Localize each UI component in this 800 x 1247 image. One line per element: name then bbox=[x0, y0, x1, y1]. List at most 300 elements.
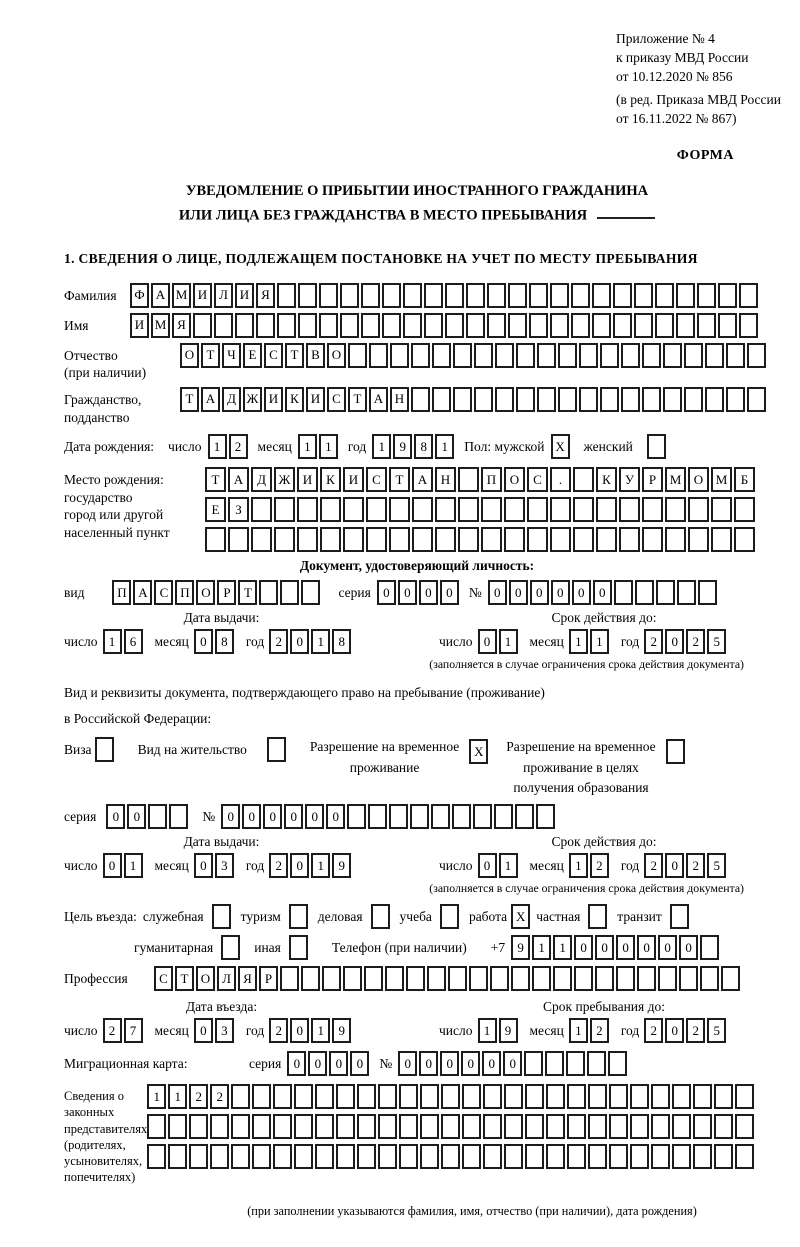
char-cell[interactable]: Ж bbox=[274, 467, 295, 492]
char-cell[interactable] bbox=[697, 283, 716, 308]
char-cell[interactable] bbox=[420, 1114, 439, 1139]
char-cell[interactable]: 0 bbox=[503, 1051, 522, 1076]
char-cell[interactable]: 1 bbox=[532, 935, 551, 960]
char-cell[interactable]: 0 bbox=[326, 804, 345, 829]
char-cell[interactable] bbox=[432, 387, 451, 412]
char-cell[interactable] bbox=[389, 527, 410, 552]
char-cell[interactable]: Я bbox=[256, 283, 275, 308]
char-cell[interactable] bbox=[714, 1084, 733, 1109]
char-cell[interactable] bbox=[735, 1084, 754, 1109]
char-cell[interactable]: К bbox=[285, 387, 304, 412]
char-cell[interactable]: 1 bbox=[569, 629, 588, 654]
char-cell[interactable] bbox=[747, 343, 766, 368]
char-cell[interactable] bbox=[147, 1114, 166, 1139]
char-cell[interactable] bbox=[483, 1144, 502, 1169]
char-cell[interactable] bbox=[567, 1114, 586, 1139]
char-cell[interactable] bbox=[481, 497, 502, 522]
char-cell[interactable]: М bbox=[665, 467, 686, 492]
char-cell[interactable]: П bbox=[112, 580, 131, 605]
char-cell[interactable] bbox=[546, 1084, 565, 1109]
char-cell[interactable]: 3 bbox=[215, 1018, 234, 1043]
char-cell[interactable] bbox=[642, 387, 661, 412]
char-cell[interactable] bbox=[378, 1144, 397, 1169]
char-cell[interactable] bbox=[665, 497, 686, 522]
char-cell[interactable] bbox=[474, 387, 493, 412]
char-cell[interactable] bbox=[193, 313, 212, 338]
char-cell[interactable] bbox=[527, 497, 548, 522]
char-cell[interactable] bbox=[609, 1084, 628, 1109]
char-cell[interactable]: О bbox=[180, 343, 199, 368]
char-cell[interactable] bbox=[378, 1114, 397, 1139]
char-cell[interactable]: 2 bbox=[269, 853, 288, 878]
char-cell[interactable] bbox=[289, 935, 308, 960]
char-cell[interactable] bbox=[494, 804, 513, 829]
char-cell[interactable] bbox=[592, 313, 611, 338]
char-cell[interactable] bbox=[508, 283, 527, 308]
char-cell[interactable] bbox=[726, 343, 745, 368]
purpose-commercial-checkbox[interactable] bbox=[371, 904, 390, 929]
char-cell[interactable]: Ф bbox=[130, 283, 149, 308]
purpose-tourism-checkbox[interactable] bbox=[289, 904, 308, 929]
char-cell[interactable] bbox=[298, 283, 317, 308]
char-cell[interactable] bbox=[504, 1084, 523, 1109]
char-cell[interactable] bbox=[609, 1144, 628, 1169]
char-cell[interactable] bbox=[739, 283, 758, 308]
char-cell[interactable] bbox=[231, 1114, 250, 1139]
char-cell[interactable]: 2 bbox=[269, 1018, 288, 1043]
char-cell[interactable]: 1 bbox=[168, 1084, 187, 1109]
char-cell[interactable]: Т bbox=[201, 343, 220, 368]
char-cell[interactable] bbox=[411, 343, 430, 368]
char-cell[interactable]: И bbox=[343, 467, 364, 492]
char-cell[interactable]: В bbox=[306, 343, 325, 368]
char-cell[interactable]: О bbox=[196, 580, 215, 605]
char-cell[interactable]: 1 bbox=[311, 853, 330, 878]
char-cell[interactable] bbox=[357, 1144, 376, 1169]
char-cell[interactable]: Ж bbox=[243, 387, 262, 412]
char-cell[interactable] bbox=[424, 313, 443, 338]
char-cell[interactable] bbox=[609, 1114, 628, 1139]
char-cell[interactable] bbox=[529, 283, 548, 308]
char-cell[interactable] bbox=[588, 1084, 607, 1109]
char-cell[interactable] bbox=[688, 527, 709, 552]
char-cell[interactable] bbox=[537, 387, 556, 412]
char-cell[interactable] bbox=[361, 313, 380, 338]
char-cell[interactable]: 0 bbox=[194, 853, 213, 878]
char-cell[interactable] bbox=[210, 1144, 229, 1169]
char-cell[interactable]: 0 bbox=[194, 1018, 213, 1043]
char-cell[interactable] bbox=[483, 1084, 502, 1109]
char-cell[interactable]: К bbox=[596, 467, 617, 492]
edu-permit-checkbox[interactable] bbox=[666, 739, 685, 764]
char-cell[interactable] bbox=[235, 313, 254, 338]
char-cell[interactable]: 2 bbox=[590, 853, 609, 878]
char-cell[interactable] bbox=[550, 313, 569, 338]
char-cell[interactable] bbox=[336, 1144, 355, 1169]
char-cell[interactable] bbox=[705, 387, 724, 412]
char-cell[interactable] bbox=[440, 904, 459, 929]
char-cell[interactable] bbox=[495, 343, 514, 368]
char-cell[interactable]: 0 bbox=[419, 580, 438, 605]
char-cell[interactable] bbox=[558, 343, 577, 368]
char-cell[interactable] bbox=[718, 313, 737, 338]
char-cell[interactable]: С bbox=[154, 966, 173, 991]
char-cell[interactable] bbox=[621, 343, 640, 368]
char-cell[interactable]: М bbox=[172, 283, 191, 308]
char-cell[interactable]: 0 bbox=[665, 853, 684, 878]
char-cell[interactable] bbox=[516, 343, 535, 368]
char-cell[interactable]: 0 bbox=[440, 580, 459, 605]
char-cell[interactable]: И bbox=[235, 283, 254, 308]
char-cell[interactable] bbox=[259, 580, 278, 605]
char-cell[interactable] bbox=[483, 1114, 502, 1139]
temp-permit-checkbox[interactable] bbox=[469, 739, 488, 764]
char-cell[interactable] bbox=[251, 497, 272, 522]
char-cell[interactable] bbox=[403, 313, 422, 338]
char-cell[interactable]: 1 bbox=[103, 629, 122, 654]
char-cell[interactable] bbox=[588, 904, 607, 929]
char-cell[interactable]: 9 bbox=[511, 935, 530, 960]
sex-male-checkbox[interactable] bbox=[551, 434, 570, 459]
char-cell[interactable] bbox=[368, 804, 387, 829]
char-cell[interactable] bbox=[698, 580, 717, 605]
char-cell[interactable]: С bbox=[264, 343, 283, 368]
char-cell[interactable] bbox=[389, 497, 410, 522]
char-cell[interactable] bbox=[251, 527, 272, 552]
char-cell[interactable] bbox=[435, 497, 456, 522]
char-cell[interactable]: 1 bbox=[499, 629, 518, 654]
char-cell[interactable] bbox=[432, 343, 451, 368]
char-cell[interactable] bbox=[256, 313, 275, 338]
char-cell[interactable] bbox=[406, 966, 425, 991]
char-cell[interactable] bbox=[297, 497, 318, 522]
char-cell[interactable]: Р bbox=[259, 966, 278, 991]
char-cell[interactable]: 0 bbox=[658, 935, 677, 960]
char-cell[interactable] bbox=[595, 966, 614, 991]
char-cell[interactable] bbox=[277, 283, 296, 308]
char-cell[interactable] bbox=[600, 387, 619, 412]
char-cell[interactable]: 0 bbox=[637, 935, 656, 960]
char-cell[interactable]: А bbox=[369, 387, 388, 412]
char-cell[interactable] bbox=[525, 1144, 544, 1169]
char-cell[interactable]: 1 bbox=[553, 935, 572, 960]
char-cell[interactable]: Т bbox=[389, 467, 410, 492]
char-cell[interactable] bbox=[588, 1114, 607, 1139]
char-cell[interactable] bbox=[621, 387, 640, 412]
purpose-private-checkbox[interactable] bbox=[588, 904, 607, 929]
char-cell[interactable] bbox=[635, 580, 654, 605]
char-cell[interactable]: 0 bbox=[595, 935, 614, 960]
char-cell[interactable] bbox=[212, 904, 231, 929]
char-cell[interactable] bbox=[319, 313, 338, 338]
char-cell[interactable] bbox=[718, 283, 737, 308]
char-cell[interactable]: О bbox=[327, 343, 346, 368]
char-cell[interactable]: 8 bbox=[414, 434, 433, 459]
char-cell[interactable] bbox=[294, 1084, 313, 1109]
char-cell[interactable] bbox=[466, 313, 485, 338]
visa-checkbox[interactable] bbox=[95, 737, 114, 762]
char-cell[interactable]: 1 bbox=[124, 853, 143, 878]
char-cell[interactable] bbox=[571, 283, 590, 308]
char-cell[interactable]: У bbox=[619, 467, 640, 492]
char-cell[interactable]: 0 bbox=[284, 804, 303, 829]
char-cell[interactable] bbox=[231, 1084, 250, 1109]
char-cell[interactable]: 0 bbox=[329, 1051, 348, 1076]
char-cell[interactable]: 0 bbox=[103, 853, 122, 878]
char-cell[interactable] bbox=[205, 527, 226, 552]
purpose-humanitarian-checkbox[interactable] bbox=[221, 935, 240, 960]
char-cell[interactable] bbox=[322, 966, 341, 991]
char-cell[interactable]: 0 bbox=[551, 580, 570, 605]
char-cell[interactable] bbox=[320, 497, 341, 522]
char-cell[interactable] bbox=[435, 527, 456, 552]
char-cell[interactable] bbox=[273, 1144, 292, 1169]
char-cell[interactable] bbox=[550, 283, 569, 308]
purpose-study-checkbox[interactable] bbox=[440, 904, 459, 929]
char-cell[interactable]: О bbox=[196, 966, 215, 991]
char-cell[interactable] bbox=[663, 387, 682, 412]
char-cell[interactable] bbox=[705, 343, 724, 368]
char-cell[interactable]: 2 bbox=[686, 1018, 705, 1043]
char-cell[interactable]: 0 bbox=[478, 629, 497, 654]
char-cell[interactable] bbox=[441, 1084, 460, 1109]
char-cell[interactable]: Т bbox=[348, 387, 367, 412]
char-cell[interactable] bbox=[364, 966, 383, 991]
char-cell[interactable] bbox=[252, 1084, 271, 1109]
char-cell[interactable] bbox=[431, 804, 450, 829]
char-cell[interactable]: Д bbox=[222, 387, 241, 412]
char-cell[interactable] bbox=[693, 1114, 712, 1139]
char-cell[interactable]: 0 bbox=[488, 580, 507, 605]
char-cell[interactable] bbox=[630, 1084, 649, 1109]
char-cell[interactable]: . bbox=[550, 467, 571, 492]
char-cell[interactable] bbox=[546, 1144, 565, 1169]
char-cell[interactable] bbox=[453, 343, 472, 368]
char-cell[interactable]: 1 bbox=[435, 434, 454, 459]
char-cell[interactable]: 5 bbox=[707, 1018, 726, 1043]
char-cell[interactable] bbox=[340, 313, 359, 338]
char-cell[interactable] bbox=[301, 966, 320, 991]
char-cell[interactable] bbox=[412, 527, 433, 552]
char-cell[interactable] bbox=[277, 313, 296, 338]
char-cell[interactable] bbox=[231, 1144, 250, 1169]
purpose-other-checkbox[interactable] bbox=[289, 935, 308, 960]
char-cell[interactable] bbox=[616, 966, 635, 991]
char-cell[interactable]: 0 bbox=[440, 1051, 459, 1076]
char-cell[interactable]: И bbox=[297, 467, 318, 492]
sex-female-checkbox[interactable] bbox=[647, 434, 666, 459]
char-cell[interactable] bbox=[420, 1144, 439, 1169]
char-cell[interactable] bbox=[319, 283, 338, 308]
char-cell[interactable] bbox=[613, 313, 632, 338]
char-cell[interactable]: 1 bbox=[590, 629, 609, 654]
char-cell[interactable] bbox=[424, 283, 443, 308]
char-cell[interactable] bbox=[148, 804, 167, 829]
char-cell[interactable]: X bbox=[511, 904, 530, 929]
char-cell[interactable]: 0 bbox=[398, 1051, 417, 1076]
char-cell[interactable] bbox=[357, 1084, 376, 1109]
char-cell[interactable]: 2 bbox=[644, 629, 663, 654]
char-cell[interactable]: И bbox=[193, 283, 212, 308]
char-cell[interactable] bbox=[672, 1084, 691, 1109]
char-cell[interactable] bbox=[619, 527, 640, 552]
char-cell[interactable] bbox=[693, 1084, 712, 1109]
char-cell[interactable] bbox=[532, 966, 551, 991]
char-cell[interactable] bbox=[473, 804, 492, 829]
char-cell[interactable] bbox=[516, 387, 535, 412]
char-cell[interactable] bbox=[550, 527, 571, 552]
char-cell[interactable] bbox=[721, 966, 740, 991]
char-cell[interactable] bbox=[567, 1144, 586, 1169]
purpose-business-checkbox[interactable] bbox=[212, 904, 231, 929]
char-cell[interactable] bbox=[596, 497, 617, 522]
char-cell[interactable] bbox=[343, 966, 362, 991]
char-cell[interactable] bbox=[453, 387, 472, 412]
char-cell[interactable] bbox=[267, 737, 286, 762]
char-cell[interactable]: Л bbox=[214, 283, 233, 308]
char-cell[interactable]: 0 bbox=[290, 629, 309, 654]
char-cell[interactable] bbox=[221, 935, 240, 960]
char-cell[interactable] bbox=[573, 527, 594, 552]
char-cell[interactable] bbox=[587, 1051, 606, 1076]
char-cell[interactable] bbox=[315, 1084, 334, 1109]
char-cell[interactable] bbox=[735, 1114, 754, 1139]
char-cell[interactable]: О bbox=[504, 467, 525, 492]
char-cell[interactable]: С bbox=[527, 467, 548, 492]
char-cell[interactable] bbox=[550, 497, 571, 522]
char-cell[interactable] bbox=[452, 804, 471, 829]
char-cell[interactable]: Т bbox=[238, 580, 257, 605]
char-cell[interactable] bbox=[651, 1084, 670, 1109]
char-cell[interactable] bbox=[614, 580, 633, 605]
char-cell[interactable]: 1 bbox=[478, 1018, 497, 1043]
char-cell[interactable] bbox=[336, 1114, 355, 1139]
char-cell[interactable]: 3 bbox=[215, 853, 234, 878]
char-cell[interactable] bbox=[666, 739, 685, 764]
char-cell[interactable] bbox=[546, 1114, 565, 1139]
char-cell[interactable] bbox=[445, 283, 464, 308]
char-cell[interactable] bbox=[684, 387, 703, 412]
char-cell[interactable] bbox=[399, 1144, 418, 1169]
char-cell[interactable]: 2 bbox=[644, 853, 663, 878]
char-cell[interactable]: 0 bbox=[290, 1018, 309, 1043]
char-cell[interactable]: 1 bbox=[499, 853, 518, 878]
char-cell[interactable]: 0 bbox=[572, 580, 591, 605]
char-cell[interactable] bbox=[458, 527, 479, 552]
char-cell[interactable] bbox=[504, 1144, 523, 1169]
char-cell[interactable] bbox=[619, 497, 640, 522]
char-cell[interactable]: А bbox=[201, 387, 220, 412]
char-cell[interactable] bbox=[382, 313, 401, 338]
char-cell[interactable] bbox=[343, 497, 364, 522]
char-cell[interactable]: 0 bbox=[461, 1051, 480, 1076]
char-cell[interactable] bbox=[739, 313, 758, 338]
char-cell[interactable] bbox=[711, 497, 732, 522]
char-cell[interactable]: А bbox=[133, 580, 152, 605]
char-cell[interactable] bbox=[525, 1114, 544, 1139]
char-cell[interactable] bbox=[651, 1144, 670, 1169]
char-cell[interactable]: 2 bbox=[103, 1018, 122, 1043]
char-cell[interactable] bbox=[385, 966, 404, 991]
char-cell[interactable]: X bbox=[551, 434, 570, 459]
char-cell[interactable] bbox=[679, 966, 698, 991]
char-cell[interactable] bbox=[642, 527, 663, 552]
char-cell[interactable] bbox=[747, 387, 766, 412]
char-cell[interactable]: Л bbox=[217, 966, 236, 991]
char-cell[interactable]: 2 bbox=[210, 1084, 229, 1109]
char-cell[interactable] bbox=[608, 1051, 627, 1076]
char-cell[interactable] bbox=[734, 497, 755, 522]
char-cell[interactable] bbox=[672, 1144, 691, 1169]
char-cell[interactable] bbox=[566, 1051, 585, 1076]
char-cell[interactable]: 6 bbox=[124, 629, 143, 654]
char-cell[interactable] bbox=[574, 966, 593, 991]
char-cell[interactable]: 1 bbox=[372, 434, 391, 459]
char-cell[interactable]: С bbox=[327, 387, 346, 412]
char-cell[interactable]: 0 bbox=[679, 935, 698, 960]
char-cell[interactable] bbox=[441, 1114, 460, 1139]
char-cell[interactable]: А bbox=[228, 467, 249, 492]
char-cell[interactable] bbox=[726, 387, 745, 412]
char-cell[interactable] bbox=[147, 1144, 166, 1169]
char-cell[interactable] bbox=[420, 1084, 439, 1109]
char-cell[interactable]: 0 bbox=[665, 1018, 684, 1043]
char-cell[interactable] bbox=[289, 904, 308, 929]
char-cell[interactable] bbox=[651, 1114, 670, 1139]
char-cell[interactable]: 1 bbox=[147, 1084, 166, 1109]
char-cell[interactable]: 2 bbox=[189, 1084, 208, 1109]
char-cell[interactable]: 0 bbox=[308, 1051, 327, 1076]
char-cell[interactable] bbox=[637, 966, 656, 991]
char-cell[interactable] bbox=[320, 527, 341, 552]
char-cell[interactable] bbox=[347, 804, 366, 829]
char-cell[interactable] bbox=[298, 313, 317, 338]
char-cell[interactable] bbox=[495, 387, 514, 412]
char-cell[interactable]: И bbox=[264, 387, 283, 412]
char-cell[interactable]: К bbox=[320, 467, 341, 492]
char-cell[interactable] bbox=[366, 497, 387, 522]
char-cell[interactable]: 2 bbox=[269, 629, 288, 654]
char-cell[interactable] bbox=[630, 1114, 649, 1139]
char-cell[interactable] bbox=[693, 1144, 712, 1169]
char-cell[interactable] bbox=[573, 467, 594, 492]
char-cell[interactable] bbox=[525, 1084, 544, 1109]
char-cell[interactable] bbox=[700, 966, 719, 991]
char-cell[interactable] bbox=[427, 966, 446, 991]
char-cell[interactable]: 2 bbox=[686, 853, 705, 878]
char-cell[interactable] bbox=[315, 1114, 334, 1139]
char-cell[interactable] bbox=[399, 1084, 418, 1109]
char-cell[interactable]: 2 bbox=[644, 1018, 663, 1043]
char-cell[interactable] bbox=[684, 343, 703, 368]
char-cell[interactable]: 0 bbox=[530, 580, 549, 605]
char-cell[interactable]: Б bbox=[734, 467, 755, 492]
char-cell[interactable] bbox=[688, 497, 709, 522]
char-cell[interactable]: Я bbox=[172, 313, 191, 338]
char-cell[interactable] bbox=[527, 527, 548, 552]
char-cell[interactable]: 0 bbox=[305, 804, 324, 829]
char-cell[interactable] bbox=[579, 343, 598, 368]
char-cell[interactable]: Я bbox=[238, 966, 257, 991]
char-cell[interactable]: И bbox=[130, 313, 149, 338]
char-cell[interactable] bbox=[613, 283, 632, 308]
char-cell[interactable] bbox=[458, 497, 479, 522]
char-cell[interactable] bbox=[676, 313, 695, 338]
char-cell[interactable] bbox=[280, 966, 299, 991]
char-cell[interactable]: 0 bbox=[263, 804, 282, 829]
char-cell[interactable] bbox=[445, 313, 464, 338]
char-cell[interactable]: 9 bbox=[499, 1018, 518, 1043]
